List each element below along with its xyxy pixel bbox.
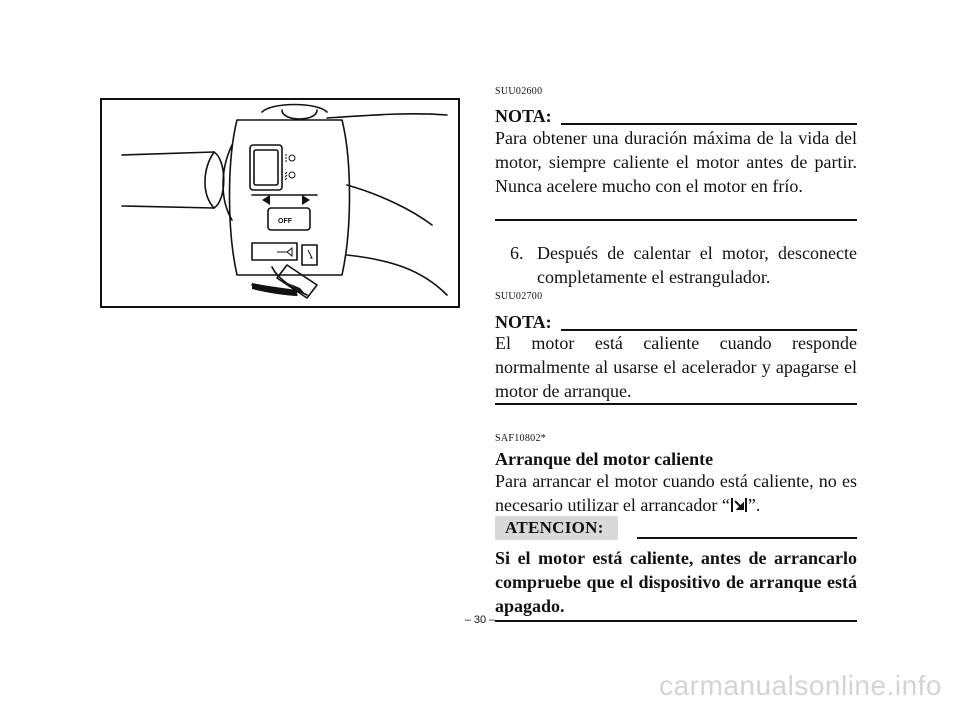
section-code: SAF10802* [495,433,547,444]
nota1-text: Para obtener una duración máxima de la vida del motor, siempre caliente el motor antes de partir. Nunca acelere mucho con el motor en frío. [495,128,857,196]
step-6-text: Después de calentar el motor, desconecte completamente el estrangulador. [537,243,857,287]
atencion-label: ATENCION: [495,516,618,540]
atencion-heading [495,516,857,542]
section-text-after: ”. [747,495,761,515]
step-6-number: 6. [510,243,524,263]
choke-icon [730,497,748,513]
nota2-code: SUU02700 [495,291,543,302]
section-text-before: Para arrancar el motor cuando está caliente, no es necesario utilizar el arrancador “ [495,471,857,515]
warning-text: Si el motor está caliente, antes de arrancarlo compruebe que el dispositivo de arranque está apagado. [495,548,857,616]
page-number: – 30 – [464,614,496,626]
atencion-title-rule [637,537,857,539]
nota1-code: SUU02600 [495,86,543,97]
section-text [495,469,857,517]
nota1-title: NOTA: [495,106,552,126]
handlebar-switch-illustration [100,98,460,308]
nota1-title-rule [561,123,857,125]
section-title: Arranque del motor caliente [495,449,714,469]
step-6 [510,241,857,289]
nota1-end-rule [495,219,857,221]
nota2-text: El motor está caliente cuando responde normalmente al usarse el acelerador y apagarse el motor de arranque. [495,333,857,401]
off-text: OFF [278,218,292,225]
nota2-title: NOTA: [495,312,552,332]
nota2-end-rule [495,403,857,405]
watermark: carmanualsonline.info [659,670,942,701]
